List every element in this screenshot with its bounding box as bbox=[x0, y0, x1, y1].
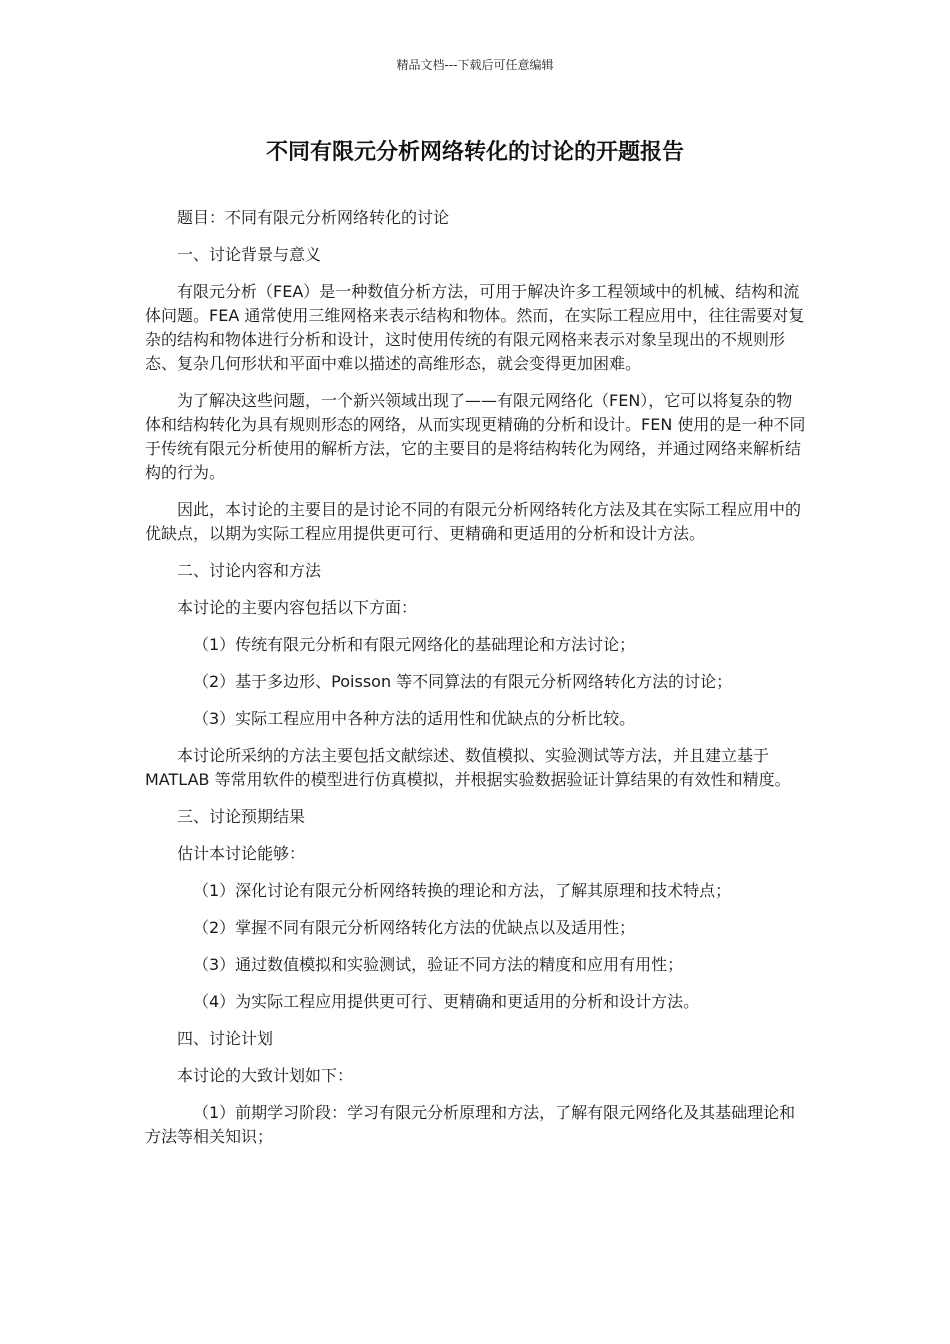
section-heading: 一、讨论背景与意义 bbox=[177, 245, 322, 264]
page-header-note: 精品文档---下载后可任意编辑 bbox=[396, 58, 554, 72]
list-item: （1）前期学习阶段：学习有限元分析原理和方法，了解有限元网络化及其基础理论和方法等相关知识； bbox=[145, 1103, 796, 1146]
list-item: （4）为实际工程应用提供更可行、更精确和更适用的分析和设计方法。 bbox=[193, 992, 700, 1011]
section-heading: 三、讨论预期结果 bbox=[177, 807, 306, 826]
section-heading: 二、讨论内容和方法 bbox=[177, 561, 322, 580]
topic-line: 题目：不同有限元分析网络转化的讨论 bbox=[177, 208, 450, 227]
paragraph: 因此，本讨论的主要目的是讨论不同的有限元分析网络转化方法及其在实际工程应用中的优缺点，以期为实际工程应用提供更可行、更精确和更适用的分析和设计方法。 bbox=[145, 500, 802, 543]
list-item: （1）传统有限元分析和有限元网络化的基础理论和方法讨论； bbox=[193, 635, 636, 654]
document-body bbox=[145, 206, 807, 1162]
paragraph: 为了解决这些问题，一个新兴领域出现了——有限元网络化（FEN），它可以将复杂的物体和结构转化为具有规则形态的网络，从而实现更精确的分析和设计。FEN 使用的是一种不同于传统有限元分析使用的解析方法，它的主要目的是将结构转化为网络，并通过网络来解析结构的行为。 bbox=[145, 391, 806, 482]
paragraph: 本讨论所采纳的方法主要包括文献综述、数值模拟、实验测试等方法，并且建立基于 MATLAB 等常用软件的模型进行仿真模拟，并根据实验数据验证计算结果的有效性和精度。 bbox=[145, 746, 791, 789]
section-intro: 估计本讨论能够： bbox=[177, 844, 306, 863]
list-item: （2）基于多边形、Poisson 等不同算法的有限元分析网络转化方法的讨论； bbox=[193, 672, 733, 691]
list-item: （3）实际工程应用中各种方法的适用性和优缺点的分析比较。 bbox=[193, 709, 636, 728]
paragraph: 有限元分析（FEA）是一种数值分析方法，可用于解决许多工程领域中的机械、结构和流体问题。FEA 通常使用三维网格来表示结构和物体。然而，在实际工程应用中，往往需要对复杂的结构和物体进行分析和设计，这时使用传统的有限元网格来表示对象呈现出的不规则形态、复杂几何形状和平面中难以描述的高维形态，就会变得更加困难。 bbox=[145, 282, 805, 373]
section-intro: 本讨论的主要内容包括以下方面： bbox=[177, 598, 418, 617]
list-item: （1）深化讨论有限元分析网络转换的理论和方法，了解其原理和技术特点； bbox=[193, 881, 732, 900]
section-heading: 四、讨论计划 bbox=[177, 1029, 274, 1048]
list-item: （3）通过数值模拟和实验测试，验证不同方法的精度和应用有用性； bbox=[193, 955, 684, 974]
list-item: （2）掌握不同有限元分析网络转化方法的优缺点以及适用性； bbox=[193, 918, 636, 937]
document-title: 不同有限元分析网络转化的讨论的开题报告 bbox=[265, 140, 684, 165]
section-intro: 本讨论的大致计划如下： bbox=[177, 1066, 354, 1085]
